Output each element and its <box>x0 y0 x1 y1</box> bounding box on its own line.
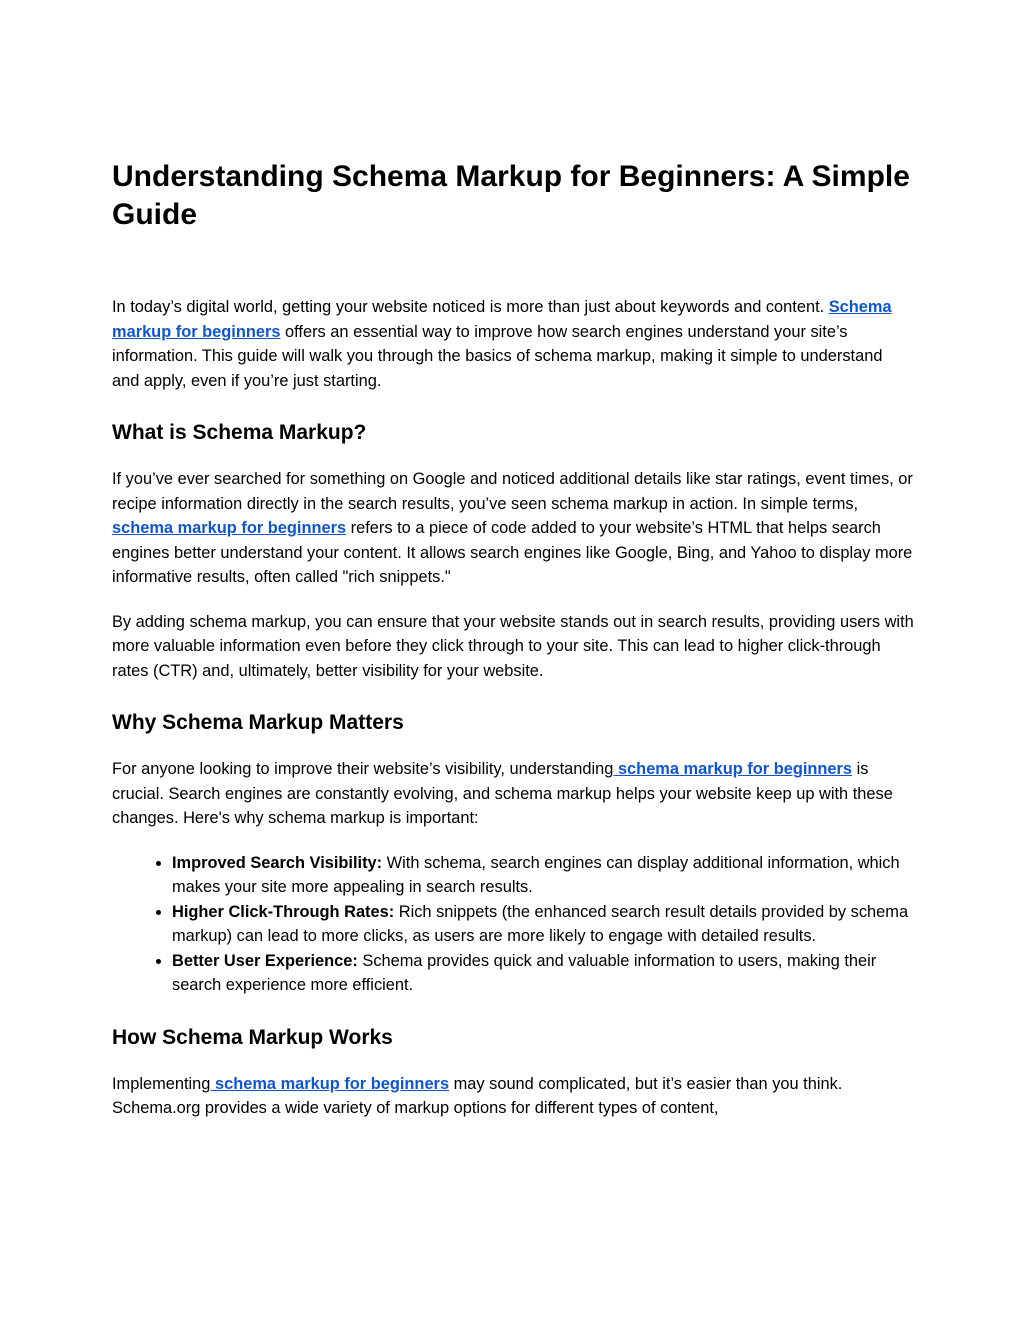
how-paragraph <box>112 1072 914 1121</box>
benefits-list <box>112 851 914 998</box>
what-paragraph-2: By adding schema markup, you can ensure that your website stands out in search results, providing users with more valuable information even before they click through to your site. This can lead to higher click-through rates (CTR) and, ultimately, better visibility for your website. <box>112 612 914 680</box>
list-item-higher-click-through-rates <box>172 900 914 949</box>
what-para1-text-post: refers to a piece of code added to your website’s HTML that helps search engines better understand your content. It allows search engines like Google, Bing, and Yahoo to display more informative results, often called "rich snippets." <box>112 519 913 586</box>
why-para-text-post: is crucial. Search engines are constantly evolving, and schema markup helps your website keep up with these changes. Here's why schema markup is important: <box>112 760 893 827</box>
heading-how-schema-markup-works: How Schema Markup Works <box>112 1025 393 1049</box>
what-para1-text-pre: If you’ve ever searched for something on Google and noticed additional details like star ratings, event times, or recipe information directly in the search results, you’ve seen schema markup in action. In simple terms, <box>112 470 913 513</box>
heading-what-is-schema-markup: What is Schema Markup? <box>112 421 367 444</box>
intro-text-pre: In today’s digital world, getting your website noticed is more than just about keywords and content. <box>112 298 829 316</box>
schema-markup-link-intro[interactable]: Schema markup for beginners <box>112 298 892 341</box>
how-para-text-post: may sound complicated, but it’s easier than you think. Schema.org provides a wide variety of markup options for different types of content, <box>112 1074 843 1117</box>
list-item-better-user-experience <box>172 949 914 998</box>
intro-text-post: offers an essential way to improve how search engines understand your site’s information. This guide will walk you through the basics of schema markup, making it simple to understand and apply, even if you’re just starting. <box>112 322 883 390</box>
bullet-label: Improved Search Visibility: <box>172 853 383 872</box>
document-title: Understanding Schema Markup for Beginners: A Simple Guide <box>112 160 910 231</box>
list-item-improved-search-visibility <box>172 851 914 900</box>
schema-markup-link-why[interactable]: schema markup for beginners <box>613 760 853 778</box>
why-para-text-pre: For anyone looking to improve their website’s visibility, understanding <box>112 760 614 778</box>
how-para-text-pre: Implementing <box>112 1074 211 1093</box>
bullet-text: Schema provides quick and valuable information to users, making their search experience more efficient. <box>172 951 877 994</box>
what-paragraph-1 <box>112 467 914 590</box>
why-paragraph <box>112 757 914 831</box>
bullet-text: Rich snippets (the enhanced search result details provided by schema markup) can lead to more clicks, as users are more likely to engage with detailed results. <box>172 902 909 945</box>
bullet-text: With schema, search engines can display additional information, which makes your site more appealing in search results. <box>172 853 900 896</box>
intro-paragraph <box>112 295 914 393</box>
heading-why-schema-markup-matters: Why Schema Markup Matters <box>112 711 404 734</box>
bullet-label: Better User Experience: <box>172 951 358 970</box>
schema-markup-link-how[interactable]: schema markup for beginners <box>210 1074 450 1093</box>
bullet-label: Higher Click-Through Rates: <box>172 902 395 921</box>
schema-markup-link-what[interactable]: schema markup for beginners <box>112 519 347 537</box>
